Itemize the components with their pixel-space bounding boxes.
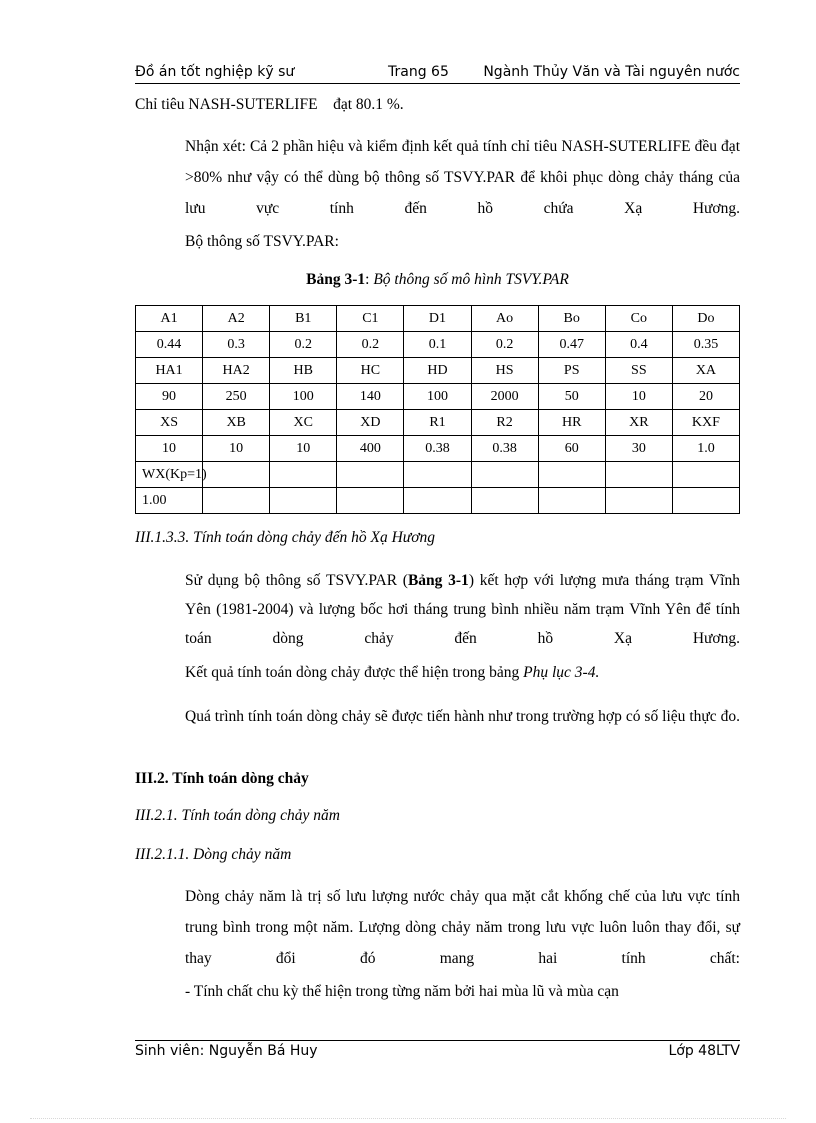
table-caption-label: Bảng 3-1 bbox=[306, 271, 366, 288]
table-cell bbox=[672, 462, 739, 488]
table-cell: 1.0 bbox=[672, 436, 739, 462]
footer-rule bbox=[135, 1040, 740, 1041]
table-cell: A2 bbox=[203, 306, 270, 332]
table-cell: KXF bbox=[672, 410, 739, 436]
table-cell: HS bbox=[471, 358, 538, 384]
table-cell: 2000 bbox=[471, 384, 538, 410]
table-cell: C1 bbox=[337, 306, 404, 332]
table-cell bbox=[471, 488, 538, 514]
table-cell: 0.2 bbox=[270, 332, 337, 358]
page-edge-divider bbox=[30, 1118, 786, 1119]
table-cell: XR bbox=[605, 410, 672, 436]
table-cell: 100 bbox=[404, 384, 471, 410]
table-cell: 50 bbox=[538, 384, 605, 410]
usage-table-ref: Bảng 3-1 bbox=[407, 572, 469, 589]
table-cell: B1 bbox=[270, 306, 337, 332]
table-cell: Do bbox=[672, 306, 739, 332]
table-cell: XS bbox=[136, 410, 203, 436]
table-cell: 250 bbox=[203, 384, 270, 410]
table-cell: 140 bbox=[337, 384, 404, 410]
header-left: Đồ án tốt nghiệp kỹ sư bbox=[135, 64, 295, 80]
table-cell: R2 bbox=[471, 410, 538, 436]
param-intro: Bộ thông số TSVY.PAR: bbox=[185, 233, 339, 250]
table-cell bbox=[605, 488, 672, 514]
table-row bbox=[136, 462, 740, 488]
table-cell: 0.1 bbox=[404, 332, 471, 358]
table-cell: 0.44 bbox=[136, 332, 203, 358]
table-cell: HA2 bbox=[203, 358, 270, 384]
bullet-item: - Tính chất chu kỳ thể hiện trong từng năm bởi hai mùa lũ và mùa cạn bbox=[185, 983, 619, 1000]
table-cell: 0.2 bbox=[471, 332, 538, 358]
table-row bbox=[136, 436, 740, 462]
table-cell: 0.38 bbox=[471, 436, 538, 462]
footer-student: Sinh viên: Nguyễn Bá Huy bbox=[135, 1043, 318, 1059]
section-2-1-1-heading: III.2.1.1. Dòng chảy năm bbox=[135, 846, 292, 863]
usage-paragraph: Sử dụng bộ thông số TSVY.PAR (Bảng 3-1) kết hợp với lượng mưa tháng trạm Vĩnh Yên (1981-2004) và lượng bốc hơi tháng trung bình nhiều năm trạm Vĩnh Yên để tính toán dòng chảy đến hồ Xạ Hương. bbox=[185, 572, 740, 647]
annual-flow-paragraph: Dòng chảy năm là trị số lưu lượng nước chảy qua mặt cắt khống chế của lưu vực tính trung bình trong một năm. Lượng dòng chảy năm trong lưu vực luôn luôn thay đổi, sự thay đổi đó mang hai tính chất: bbox=[185, 888, 740, 967]
table-cell: HC bbox=[337, 358, 404, 384]
table-cell: 10 bbox=[605, 384, 672, 410]
page-footer bbox=[135, 1043, 740, 1063]
footer-class: Lớp 48LTV bbox=[668, 1043, 740, 1059]
table-cell: 400 bbox=[337, 436, 404, 462]
parameter-table bbox=[135, 305, 740, 514]
remark-paragraph: Nhận xét: Cả 2 phần hiệu và kiểm định kết quả tính chỉ tiêu NASH-SUTERLIFE đều đạt >80% như vậy có thể dùng bộ thông số TSVY.PAR để khôi phục dòng chảy tháng của lưu vực tính đến hồ chứa Xạ Hương. bbox=[185, 138, 740, 217]
table-cell: D1 bbox=[404, 306, 471, 332]
appendix-ref: Phụ lục 3-4. bbox=[523, 664, 600, 681]
table-cell: 0.47 bbox=[538, 332, 605, 358]
table-cell: Co bbox=[605, 306, 672, 332]
table-cell bbox=[270, 462, 337, 488]
table-cell: R1 bbox=[404, 410, 471, 436]
table-cell: XB bbox=[203, 410, 270, 436]
section-2-heading: III.2. Tính toán dòng chảy bbox=[135, 770, 309, 787]
table-row bbox=[136, 358, 740, 384]
table-cell: 0.2 bbox=[337, 332, 404, 358]
table-cell bbox=[538, 488, 605, 514]
header-right: Ngành Thủy Văn và Tài nguyên nước bbox=[483, 64, 740, 80]
table-cell bbox=[404, 462, 471, 488]
table-row bbox=[136, 306, 740, 332]
table-cell bbox=[605, 462, 672, 488]
page-header bbox=[135, 64, 740, 84]
table-cell: Ao bbox=[471, 306, 538, 332]
section-2-1-heading: III.2.1. Tính toán dòng chảy năm bbox=[135, 807, 340, 824]
table-cell: 10 bbox=[203, 436, 270, 462]
table-cell: XA bbox=[672, 358, 739, 384]
table-cell: PS bbox=[538, 358, 605, 384]
result-line: Kết quả tính toán dòng chảy được thể hiện trong bảng Phụ lục 3-4. bbox=[185, 664, 600, 681]
process-paragraph: Quá trình tính toán dòng chảy sẽ được tiến hành như trong trường hợp có số liệu thực đo. bbox=[185, 708, 740, 725]
section-3-3-heading: III.1.3.3. Tính toán dòng chảy đến hồ Xạ Hương bbox=[135, 529, 435, 546]
table-cell: 10 bbox=[270, 436, 337, 462]
table-row bbox=[136, 384, 740, 410]
table-cell bbox=[337, 488, 404, 514]
table-cell: XD bbox=[337, 410, 404, 436]
table-cell bbox=[203, 462, 270, 488]
table-cell: 0.35 bbox=[672, 332, 739, 358]
table-cell: SS bbox=[605, 358, 672, 384]
table-cell bbox=[404, 488, 471, 514]
table-cell: HA1 bbox=[136, 358, 203, 384]
table-caption-title: Bộ thông số mô hình TSVY.PAR bbox=[373, 271, 569, 288]
table-cell: 10 bbox=[136, 436, 203, 462]
header-rule bbox=[135, 83, 740, 84]
table-cell: 90 bbox=[136, 384, 203, 410]
table-row bbox=[136, 410, 740, 436]
table-cell bbox=[270, 488, 337, 514]
table-cell: 0.4 bbox=[605, 332, 672, 358]
table-cell bbox=[672, 488, 739, 514]
table-cell: HB bbox=[270, 358, 337, 384]
table-row bbox=[136, 332, 740, 358]
table-caption: Bảng 3-1: Bộ thông số mô hình TSVY.PAR bbox=[306, 271, 569, 288]
table-cell: XC bbox=[270, 410, 337, 436]
table-cell: 0.38 bbox=[404, 436, 471, 462]
table-cell: HR bbox=[538, 410, 605, 436]
table-cell: A1 bbox=[136, 306, 203, 332]
table-cell: HD bbox=[404, 358, 471, 384]
table-cell: 0.3 bbox=[203, 332, 270, 358]
table-cell: 100 bbox=[270, 384, 337, 410]
table-cell bbox=[471, 462, 538, 488]
table-cell: 60 bbox=[538, 436, 605, 462]
table-cell bbox=[203, 488, 270, 514]
nash-result-line: Chỉ tiêu NASH-SUTERLIFE đạt 80.1 %. bbox=[135, 96, 404, 113]
table-cell: 20 bbox=[672, 384, 739, 410]
table-cell bbox=[538, 462, 605, 488]
table-row bbox=[136, 488, 740, 514]
header-page-number: Trang 65 bbox=[388, 64, 449, 80]
table-cell: Bo bbox=[538, 306, 605, 332]
table-cell: WX(Kp=1) bbox=[136, 462, 203, 488]
table-cell: 1.00 bbox=[136, 488, 203, 514]
table-cell: 30 bbox=[605, 436, 672, 462]
table-cell bbox=[337, 462, 404, 488]
